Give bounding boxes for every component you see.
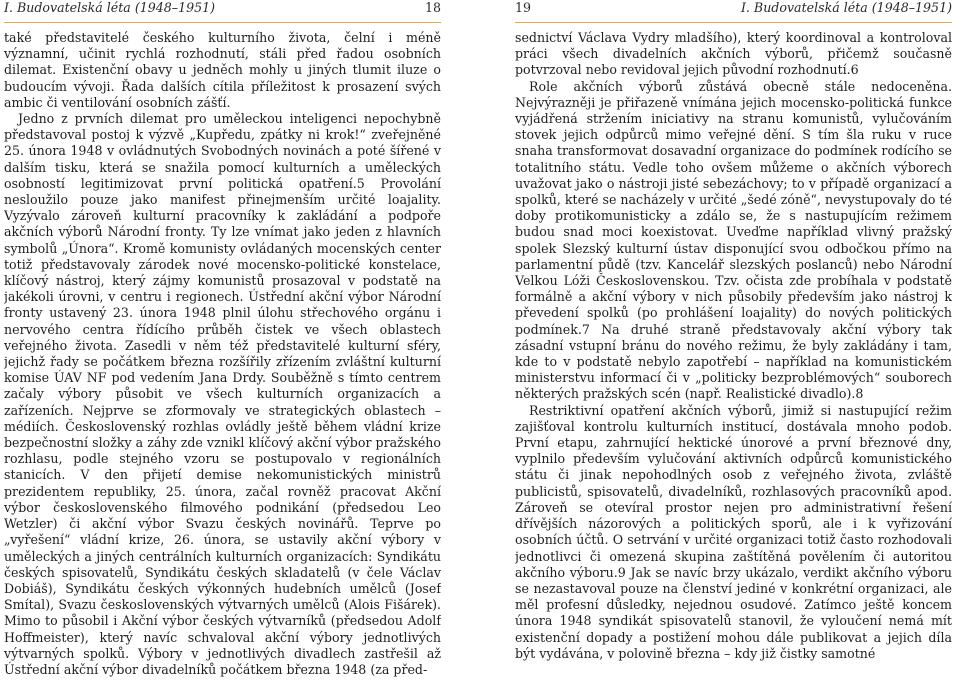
right-page-body (515, 30, 952, 662)
right-paragraph-3: Restriktivní opatření akčních výborů, jimiž si nastupující režim zajišťoval kontrolu kulturních institucí, dostávala mnoho podob. První etapu, zahrnující hektické únorové a první březnové dny, vyplnilo především vylučování aktivních odpůrců komunistického státu či jinak nepohodlných osob z veřejného života, zvláště publicistů, spisovatelů, divadelníků, rozhlasových pracovníků apod. Zároveň se otevíral prostor nejen pro administrativní řešení dřívějších názorových a politických sporů, ale i k vyřizování osobních účtů. O setrvání v určité organizaci totiž často rozhodovali jednotlivci či omezená skupina zaštítěná povělením či autoritou akčního výboru.9 Jak se navíc brzy ukázalo, verdikt akčního výboru se nezastavoval pouze na členství jediné v konkrétní organizaci, ale měl profesní důsledky, nejednou osudové. Zatímco ještě koncem února 1948 syndikát spisovatelů stanovil, že vyloučení nemá mít existenční dopady a postižení mohou dále publikovat a jejich díla být vydávána, v polovině března – kdy již čistky samotné (515, 402, 952, 661)
right-paragraph-2: Role akčních výborů zůstává obecně stále nedoceněna. Nejvýrazněji je přiřazeně vnímána jejich mocensko-politická funkce vyjádřená stržením iniciativy na stranu komunistů, vylučováním stovek jejich odpůrců mimo veřejné dění. S tím šla ruku v ruce snaha transformovat dosavadní organizace do podmínek rodícího se totalitního státu. Vedle toho ovšem můžeme o akčních výborech uvažovat jako o nástroji jisté sebezáchovy; to v případě organizací a spolků, které se nacházely v určité „šedé zóně“, nevystupovaly do té doby protikomunisticky a zdálo se, že s nastupujícím režimem budou snad moci koexistovat. Uveďme například vlivný pražský spolek Slezský kulturní ústav disponující svou odbočkou přímo na parlamentní půdě (tzv. Kancelář slezských poslanců) nebo Národní Velkou Lóži Československou. Tzv. očista zde probíhala v podstatě formálně a akční výbory v nich působily především jako nástroj k převedení spolků (po prohlášení loajality) do nových politických podmínek.7 Na druhé straně představovaly akční výbory tak zásadní vstupní bránu do nového režimu, že byly zakládány i tam, kde to v podstatě nebylo zapotřebí – například na komunistickém ministerstvu informací či v „politicky bezproblémových“ souborech některých pražských scén (např. Realistické divadlo).8 (515, 78, 952, 402)
right-header-rule (515, 22, 952, 23)
left-page-number: 18 (424, 0, 441, 15)
left-paragraph-1: také představitelé českého kulturního života, čelní i méně významní, učinit rychlá rozhodnutí, stáli před řadou osobních dilemat. Existenční obavy u jedněch mohly u jiných tlumit iluze o budoucím vývoji. Řada dalších cítila příležitost k prosazení svých ambic či ventilování osobních zášťí. (4, 30, 441, 110)
right-paragraph-1: sednictví Václava Vydry mladšího), který koordinoval a kontroloval práci všech divadelních akčních výborů, přičemž současně potvrzoval nebo revidoval jejich původní rozhodnutí.6 (515, 30, 952, 78)
left-page-body (4, 30, 441, 678)
left-running-title: I. Budovatelská léta (1948–1951) (4, 0, 216, 15)
left-page-header (4, 0, 441, 22)
right-page (515, 0, 952, 695)
left-page (4, 0, 441, 695)
right-page-number: 19 (515, 0, 532, 15)
right-running-title: I. Budovatelská léta (1948–1951) (740, 0, 952, 15)
left-paragraph-2: Jedno z prvních dilemat pro uměleckou inteligenci nepochybně představoval postoj k výzvě „Kupředu, zpátky ni krok!“ zveřejněné 25. února 1948 v ovládnutých Svobodných novinách a poté šířené v dalším tisku, která se snažila pomocí kulturních a uměleckých osobností legitimizovat první politická opatření.5 Provolání nesloužilo pouze jako manifest přinejmenším určité loajality. Vyzývalo zároveň kulturní pracovníky k zakládání a podpoře akčních výborů Národní fronty. Ty lze vnímat jako jeden z hlavních symbolů „Února“. Kromě komunisty ovládaných mocenských center totiž představovaly zárodek nové mocensko-politické konstelace, klíčový nástroj, který zájmy komunistů prosazoval v podstatě na jakékoli úrovni, v centru i regionech. Ústřední akční výbor Národní fronty ustavený 23. února 1948 plnil úlohu střechového orgánu i nervového centra řídícího průběh čistek ve všech oblastech veřejného života. Zasedli v něm též představitelé kulturní sféry, jejichž řady se počátkem března rozšířily zřízením zvláštní kulturní komise ÚAV NF pod vedením Jana Drdy. Souběžně s tímto centrem začaly výbory působit ve všech kulturních organizacích a zařízeních. Nejprve se zformovaly ve strategických oblastech – médiích. Československý rozhlas ovládly ještě během vládní krize bezpečnostní složky a záhy zde vznikl klíčový akční výbor pražského rozhlasu, podle stejného vzoru se postupovalo v regionálních stanicích. V den přijetí demise nekomunistických ministrů prezidentem republiky, 25. února, začal rovněž pracovat Akční výbor československého filmového podnikání (předsedou Leo Wetzler) či akční výbor Svazu českých novinářů. Teprve po „vyřešení“ vládní krize, 26. února, se ustavily akční výbory v uměleckých a jiných centrálních kulturních organizacích: Syndikátu českých spisovatelů, Syndikátu českých skladatelů (v čele Václav Dobiáš), Syndikátu českých výkonných hudebních umělců (Josef Smítal), Svazu československých výtvarných umělců (Alois Fišárek). Mimo to působil i Akční výbor českých výtvarníků (předsedou Adolf Hoffmeister), který navíc schvaloval akční výbory jednotlivých výtvarných spolků. Výbory v jednotlivých divadlech zastřešil až Ústřední akční výbor divadelníků počátkem března 1948 (za před- (4, 111, 441, 677)
right-page-header (515, 0, 952, 22)
left-header-rule (4, 22, 441, 23)
